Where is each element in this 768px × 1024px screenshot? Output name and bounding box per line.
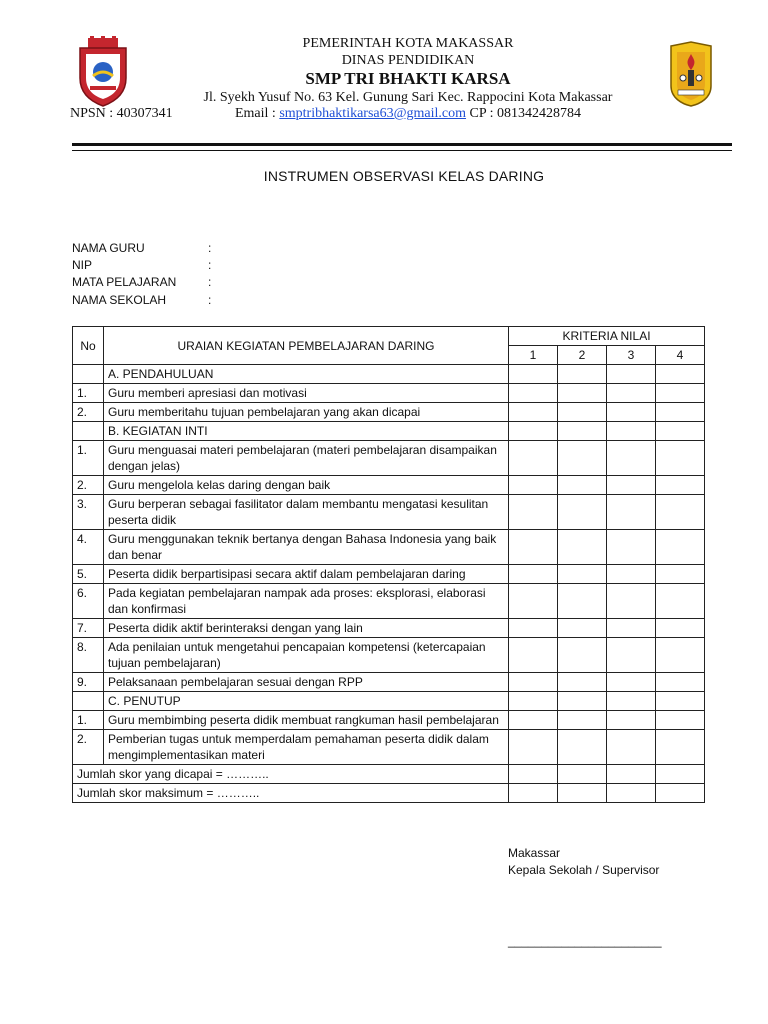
- score-cell[interactable]: [607, 365, 656, 384]
- row-number: [73, 365, 104, 384]
- score-cell[interactable]: [509, 422, 558, 441]
- score-cell[interactable]: [509, 403, 558, 422]
- field-label: NAMA GURU: [72, 241, 145, 255]
- row-text: Guru memberitahu tujuan pembelajaran yang akan dicapai: [104, 403, 509, 422]
- score-cell[interactable]: [656, 584, 705, 619]
- row-number: 4.: [73, 530, 104, 565]
- row-text: Guru menggunakan teknik bertanya dengan Bahasa Indonesia yang baik dan benar: [104, 530, 509, 565]
- signature-city: Makassar: [508, 846, 561, 860]
- table-row: [73, 638, 705, 673]
- school-emblem-logo: [668, 40, 714, 108]
- score-cell[interactable]: [558, 765, 607, 784]
- score-cell[interactable]: [509, 441, 558, 476]
- score-cell[interactable]: [509, 638, 558, 673]
- score-cell[interactable]: [509, 730, 558, 765]
- row-text: Pada kegiatan pembelajaran nampak ada proses: eksplorasi, elaborasi dan konfirmasi: [104, 584, 509, 619]
- score-cell[interactable]: [558, 365, 607, 384]
- signature-line: _______________________: [508, 934, 662, 948]
- field-label: NIP: [72, 258, 93, 272]
- score-cell[interactable]: [509, 619, 558, 638]
- score-cell[interactable]: [509, 692, 558, 711]
- score-cell[interactable]: [656, 422, 705, 441]
- score-cell[interactable]: [558, 638, 607, 673]
- table-row: [73, 711, 705, 730]
- score-cell[interactable]: [558, 711, 607, 730]
- row-text: Guru memberi apresiasi dan motivasi: [104, 384, 509, 403]
- row-number: 7.: [73, 619, 104, 638]
- score-cell[interactable]: [558, 495, 607, 530]
- signature-role: Kepala Sekolah / Supervisor: [508, 863, 660, 877]
- score-cell[interactable]: [607, 692, 656, 711]
- score-cell[interactable]: [607, 422, 656, 441]
- score-cell[interactable]: [607, 673, 656, 692]
- email-link[interactable]: smptribhaktikarsa63@gmail.com: [279, 106, 467, 121]
- score-cell[interactable]: [607, 441, 656, 476]
- field-school-name: [72, 293, 211, 307]
- field-label: MATA PELAJARAN: [72, 275, 177, 289]
- table-row: [73, 565, 705, 584]
- row-text: Guru menguasai materi pembelajaran (materi pembelajaran disampaikan dengan jelas): [104, 441, 509, 476]
- score-cell[interactable]: [509, 495, 558, 530]
- row-text: Pemberian tugas untuk memperdalam pemahaman peserta didik dalam mengimplementasikan materi: [104, 730, 509, 765]
- npsn-number: NPSN : 40307341: [70, 106, 173, 121]
- row-text: A. PENDAHULUAN: [104, 365, 509, 384]
- field-separator: :: [208, 258, 212, 272]
- row-text: C. PENUTUP: [104, 692, 509, 711]
- score-cell[interactable]: [656, 476, 705, 495]
- score-cell[interactable]: [558, 584, 607, 619]
- total-maximum-row: [73, 784, 705, 803]
- score-cell[interactable]: [656, 711, 705, 730]
- contact-line: [200, 106, 616, 122]
- score-cell[interactable]: [607, 638, 656, 673]
- score-cell[interactable]: [509, 673, 558, 692]
- score-cell[interactable]: [509, 784, 558, 803]
- school-address: Jl. Syekh Yusuf No. 63 Kel. Gunung Sari Kec. Rappocini Kota Makassar: [203, 90, 613, 105]
- column-header-no: No: [73, 327, 104, 365]
- score-cell[interactable]: [558, 530, 607, 565]
- score-cell[interactable]: [509, 565, 558, 584]
- column-header-description: URAIAN KEGIATAN PEMBELAJARAN DARING: [104, 327, 509, 365]
- score-cell[interactable]: [558, 619, 607, 638]
- table-row: [73, 403, 705, 422]
- score-cell[interactable]: [656, 673, 705, 692]
- score-cell[interactable]: [558, 403, 607, 422]
- score-cell[interactable]: [607, 730, 656, 765]
- score-cell[interactable]: [509, 765, 558, 784]
- total-achieved-label: Jumlah skor yang dicapai = ………..: [73, 765, 509, 784]
- score-cell[interactable]: [558, 565, 607, 584]
- field-label: NAMA SEKOLAH: [72, 293, 167, 307]
- row-number: 9.: [73, 673, 104, 692]
- score-cell[interactable]: [558, 673, 607, 692]
- score-cell[interactable]: [607, 476, 656, 495]
- government-name: PEMERINTAH KOTA MAKASSAR: [302, 36, 514, 51]
- score-cell[interactable]: [509, 365, 558, 384]
- score-cell[interactable]: [509, 476, 558, 495]
- score-header-4: 4: [656, 346, 705, 365]
- score-header-1: 1: [509, 346, 558, 365]
- score-cell[interactable]: [558, 730, 607, 765]
- score-cell[interactable]: [607, 530, 656, 565]
- score-cell[interactable]: [656, 765, 705, 784]
- score-cell[interactable]: [656, 784, 705, 803]
- row-text: Pelaksanaan pembelajaran sesuai dengan RPP: [104, 673, 509, 692]
- row-number: 1.: [73, 441, 104, 476]
- score-cell[interactable]: [656, 403, 705, 422]
- city-emblem-logo: [74, 36, 132, 108]
- score-cell[interactable]: [607, 495, 656, 530]
- row-text: B. KEGIATAN INTI: [104, 422, 509, 441]
- observation-table: [72, 326, 705, 803]
- field-teacher-name: [72, 241, 211, 255]
- field-separator: :: [208, 293, 212, 307]
- email-label: Email :: [234, 106, 280, 121]
- table-row: [73, 495, 705, 530]
- score-cell[interactable]: [656, 530, 705, 565]
- field-separator: :: [208, 241, 212, 255]
- header-rule-thick: [72, 143, 732, 146]
- score-cell[interactable]: [509, 584, 558, 619]
- score-cell[interactable]: [656, 441, 705, 476]
- row-number: 1.: [73, 711, 104, 730]
- row-text: Guru mengelola kelas daring dengan baik: [104, 476, 509, 495]
- score-cell[interactable]: [656, 365, 705, 384]
- score-cell[interactable]: [607, 565, 656, 584]
- score-cell[interactable]: [509, 711, 558, 730]
- school-name: SMP TRI BHAKTI KARSA: [305, 69, 511, 88]
- score-cell[interactable]: [656, 730, 705, 765]
- row-number: [73, 692, 104, 711]
- score-cell[interactable]: [558, 784, 607, 803]
- column-header-criteria: KRITERIA NILAI: [509, 327, 705, 346]
- row-number: 2.: [73, 730, 104, 765]
- score-cell[interactable]: [558, 441, 607, 476]
- score-cell[interactable]: [509, 384, 558, 403]
- table-row: [73, 673, 705, 692]
- score-cell[interactable]: [558, 384, 607, 403]
- score-cell[interactable]: [607, 403, 656, 422]
- score-cell[interactable]: [607, 711, 656, 730]
- table-row: [73, 530, 705, 565]
- score-cell[interactable]: [656, 619, 705, 638]
- field-subject: [72, 275, 211, 289]
- total-maximum-label: Jumlah skor maksimum = ………..: [73, 784, 509, 803]
- row-text: Peserta didik aktif berinteraksi dengan yang lain: [104, 619, 509, 638]
- score-header-2: 2: [558, 346, 607, 365]
- score-cell[interactable]: [607, 784, 656, 803]
- section-row: [73, 365, 705, 384]
- table-row: [73, 476, 705, 495]
- row-number: 2.: [73, 476, 104, 495]
- header-rule-thin: [72, 150, 732, 151]
- row-text: Guru berperan sebagai fasilitator dalam membantu mengatasi kesulitan peserta didik: [104, 495, 509, 530]
- score-cell[interactable]: [558, 476, 607, 495]
- document-title: INSTRUMEN OBSERVASI KELAS DARING: [263, 168, 545, 184]
- table-row: [73, 619, 705, 638]
- row-number: [73, 422, 104, 441]
- row-number: 2.: [73, 403, 104, 422]
- row-number: 8.: [73, 638, 104, 673]
- row-number: 1.: [73, 384, 104, 403]
- score-cell[interactable]: [607, 619, 656, 638]
- total-achieved-row: [73, 765, 705, 784]
- table-row: [73, 584, 705, 619]
- score-cell[interactable]: [558, 422, 607, 441]
- score-cell[interactable]: [656, 384, 705, 403]
- score-cell[interactable]: [656, 692, 705, 711]
- row-text: Ada penilaian untuk mengetahui pencapaian kompetensi (ketercapaian tujuan pembelajaran): [104, 638, 509, 673]
- field-nip: [72, 258, 211, 272]
- score-cell[interactable]: [607, 765, 656, 784]
- table-row: [73, 384, 705, 403]
- score-cell[interactable]: [607, 384, 656, 403]
- row-text: Peserta didik berpartisipasi secara aktif dalam pembelajaran daring: [104, 565, 509, 584]
- phone-number: CP : 081342428784: [466, 106, 582, 121]
- department-name: DINAS PENDIDIKAN: [341, 53, 475, 68]
- score-cell[interactable]: [509, 530, 558, 565]
- row-number: 3.: [73, 495, 104, 530]
- section-row: [73, 692, 705, 711]
- score-cell[interactable]: [656, 565, 705, 584]
- score-cell[interactable]: [558, 692, 607, 711]
- field-separator: :: [208, 275, 212, 289]
- table-row: [73, 441, 705, 476]
- score-cell[interactable]: [607, 584, 656, 619]
- score-header-3: 3: [607, 346, 656, 365]
- row-number: 6.: [73, 584, 104, 619]
- table-row: [73, 730, 705, 765]
- section-row: [73, 422, 705, 441]
- score-cell[interactable]: [656, 638, 705, 673]
- score-cell[interactable]: [656, 495, 705, 530]
- row-text: Guru membimbing peserta didik membuat rangkuman hasil pembelajaran: [104, 711, 509, 730]
- row-number: 5.: [73, 565, 104, 584]
